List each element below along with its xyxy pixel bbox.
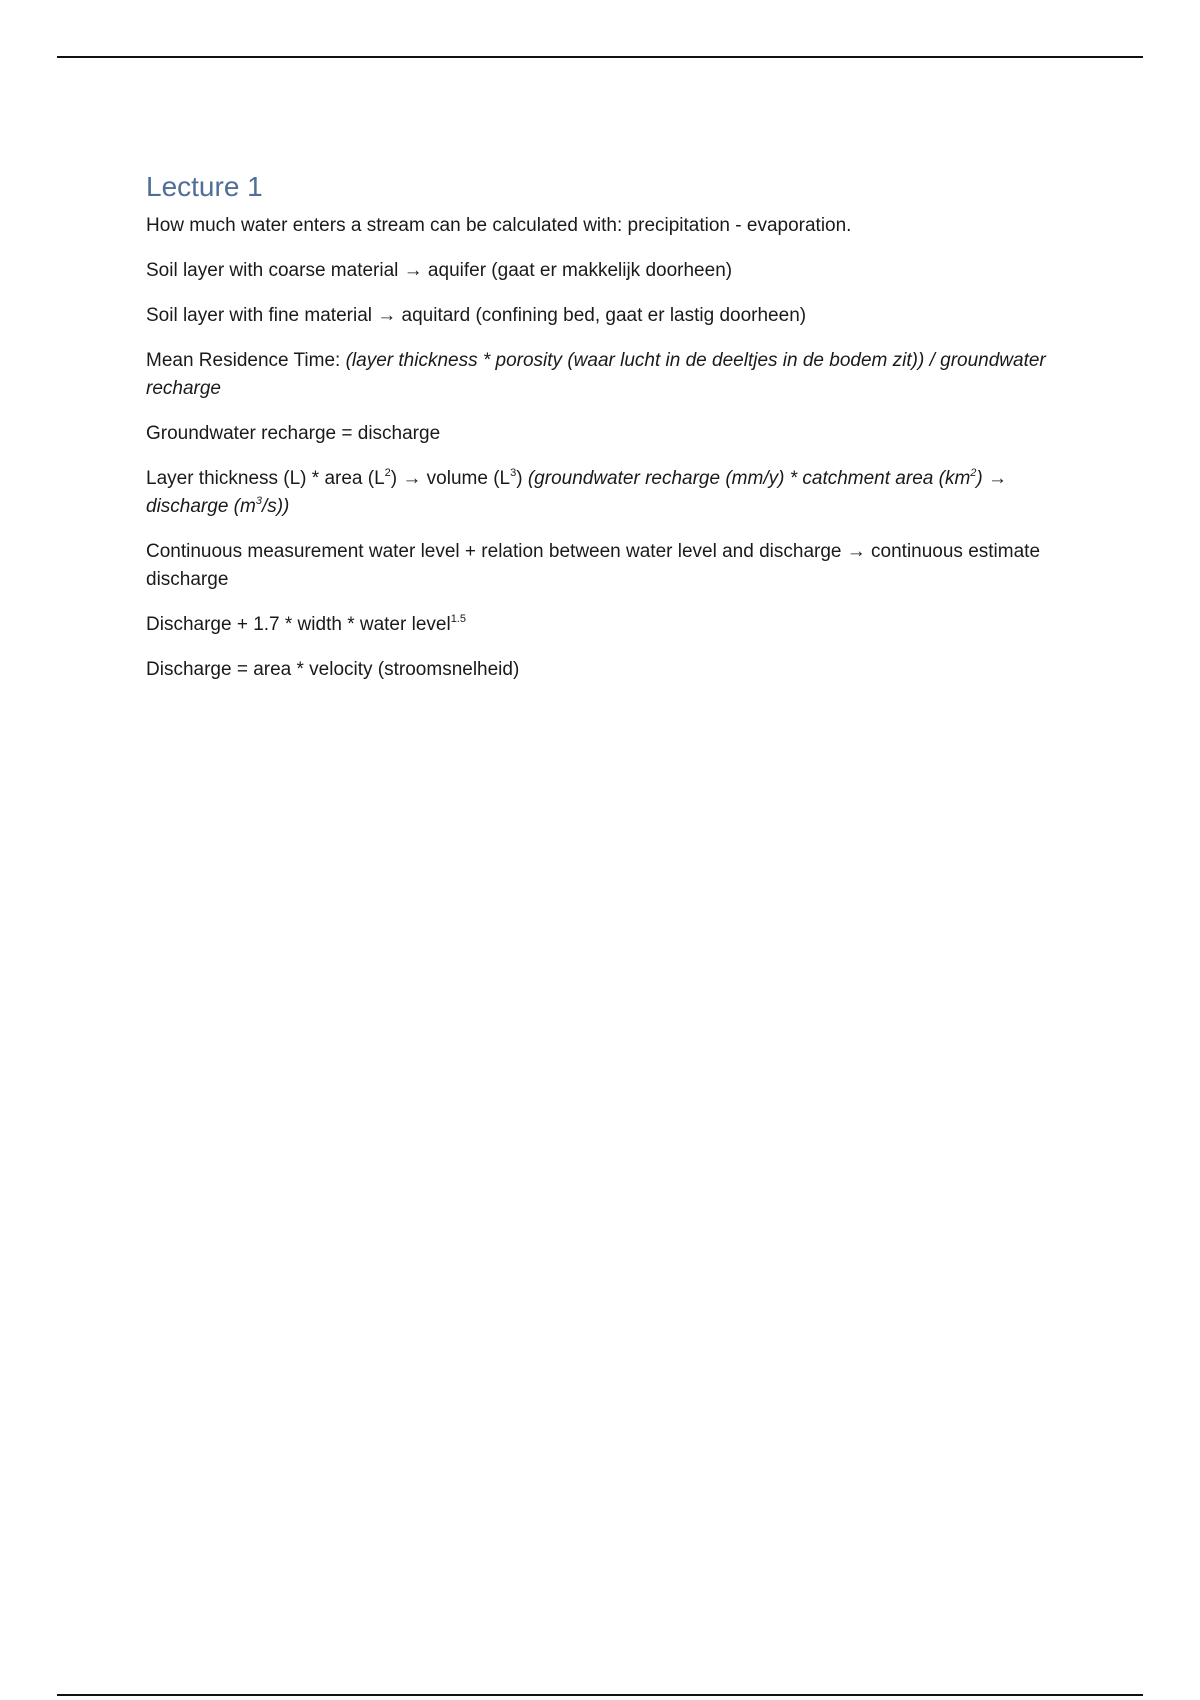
paragraph-aquifer: Soil layer with coarse material → aquifer (gaat er makkelijk doorheen) xyxy=(146,259,733,281)
volume-text-b: ) → volume (L xyxy=(390,467,511,489)
mrt-formula: (layer thickness * porosity (waar lucht in de deeltjes in de bodem zit)) / groundwater recharge xyxy=(146,349,1046,399)
paragraph-mean-residence-time xyxy=(146,347,1086,403)
volume-text-c: ) xyxy=(516,467,528,489)
paragraph-aquitard: Soil layer with fine material → aquitard (confining bed, gaat er lastig doorheen) xyxy=(146,304,807,326)
discharge-formula-text: Discharge + 1.7 * width * water level xyxy=(146,613,451,635)
paragraph-stream-water: How much water enters a stream can be calculated with: precipitation - evaporation. xyxy=(146,214,852,236)
paragraph-discharge-velocity: Discharge = area * velocity (stroomsnelheid) xyxy=(146,658,520,680)
recharge-text-2: ) → discharge (m xyxy=(146,467,1008,517)
superscript-km2: 2 xyxy=(970,466,977,479)
superscript-2: 2 xyxy=(384,466,391,479)
recharge-text-3: /s)) xyxy=(261,495,290,517)
header-rule xyxy=(57,56,1143,58)
volume-text-a: Layer thickness (L) * area (L xyxy=(146,467,385,489)
recharge-text-1: (groundwater recharge (mm/y) * catchment area (km xyxy=(527,467,971,489)
paragraph-continuous-measurement: Continuous measurement water level + relation between water level and discharge → continuous estimate discharge xyxy=(146,540,1041,590)
superscript-3: 3 xyxy=(510,466,517,479)
lecture-heading: Lecture 1 xyxy=(146,171,263,202)
footer-rule xyxy=(57,1694,1143,1696)
paragraph-discharge-formula xyxy=(146,611,1086,639)
mrt-lead: Mean Residence Time: xyxy=(146,349,346,371)
superscript-m3: 3 xyxy=(255,494,262,507)
paragraph-recharge-discharge: Groundwater recharge = discharge xyxy=(146,422,441,444)
document-body xyxy=(146,170,1086,701)
paragraph-volume-relation xyxy=(146,465,1086,521)
superscript-exponent: 1.5 xyxy=(450,612,466,625)
